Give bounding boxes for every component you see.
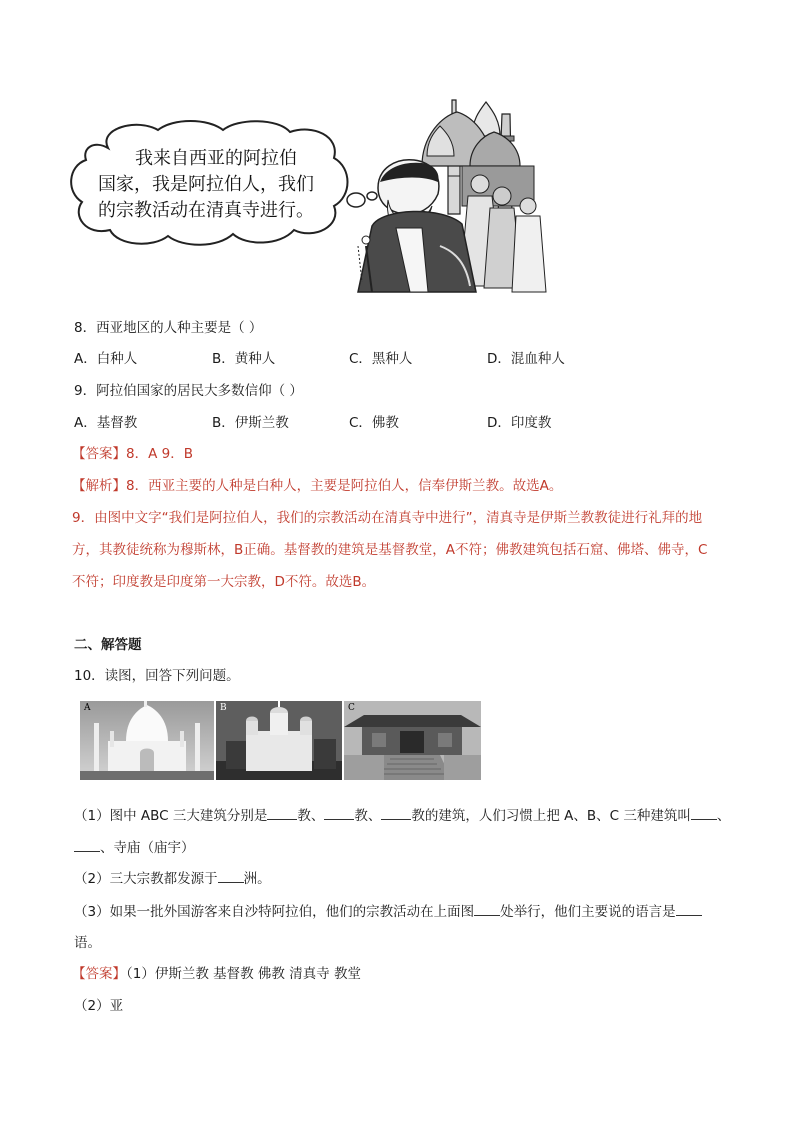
q8-option-c: C．黑种人 (349, 351, 413, 367)
q8-option-a: A．白种人 (74, 351, 138, 367)
q10-part-2: （2）三大宗教都发源于 洲。 (74, 871, 271, 887)
taj-mahal-image (80, 701, 214, 780)
analysis-line-1 (72, 474, 562, 494)
answer-blank[interactable] (324, 807, 354, 820)
analysis-line-3: 方，其教徒统称为穆斯林，B正确。基督教的建筑是基督教堂，A不符；佛教建筑包括石窟、佛塔、佛寺，C (72, 542, 708, 558)
q10-part-3-line-2: 语。 (74, 935, 101, 951)
answer-text: （1）伊斯兰教 基督教 佛教 清真寺 教堂 (126, 966, 362, 982)
answer-blank[interactable] (74, 839, 100, 852)
answer-blank[interactable] (676, 903, 702, 916)
arab-man-mosque-illustration (352, 96, 552, 296)
answer-blank[interactable] (691, 807, 717, 820)
analysis-tag: 【解析】 (72, 478, 126, 494)
q10-part-1-line-2: 、寺庙（庙宇） (74, 836, 195, 856)
photo-taj-mahal (80, 701, 214, 780)
question-9-stem: 9．阿拉伯国家的居民大多数信仰（ ） (74, 383, 303, 399)
answer-blank[interactable] (381, 807, 411, 820)
temple-image (344, 701, 481, 780)
speech-bubble-text (86, 146, 326, 224)
speech-line: 的宗教活动在清真寺进行。 (98, 200, 314, 221)
q8-option-d: D．混血种人 (487, 351, 565, 367)
analysis-line-2: 9．由图中文字“我们是阿拉伯人，我们的宗教活动在清真寺中进行”，清真寺是伊斯兰教教徒进行礼拜的地 (72, 510, 703, 526)
answer-blank[interactable] (218, 870, 244, 883)
q9-option-c: C．佛教 (349, 415, 399, 431)
photo-label: C (348, 703, 355, 713)
analysis-text: 8．西亚主要的人种是白种人，主要是阿拉伯人，信奉伊斯兰教。故选A。 (126, 478, 563, 494)
photo-label: A (84, 703, 91, 713)
photo-temple (344, 701, 481, 780)
answer-tag: 【答案】 (72, 966, 126, 982)
q8-option-b: B．黄种人 (212, 351, 276, 367)
answer-blank[interactable] (474, 903, 500, 916)
question-8-stem: 8．西亚地区的人种主要是（ ） (74, 320, 263, 336)
speech-line: 我来自西亚的阿拉伯 (135, 148, 297, 169)
answer-blank[interactable] (267, 807, 297, 820)
q9-option-a: A．基督教 (74, 415, 138, 431)
q10-part-3-line-1: （3）如果一批外国游客来自沙特阿拉伯，他们的宗教活动在上面图 处举行，他们主要说的语言是 (74, 900, 702, 920)
question-10-stem: 10．读图，回答下列问题。 (74, 668, 240, 684)
q9-option-b: B．伊斯兰教 (212, 415, 289, 431)
answer-text: 8．A 9．B (126, 446, 193, 462)
section-title: 二、解答题 (74, 637, 142, 653)
speech-line: 国家，我是阿拉伯人，我们 (98, 174, 314, 195)
q10-part-1-line-1: （1）图中 ABC 三大建筑分别是 教、 教、 教的建筑，人们习惯上把 A、B、C 三种建筑叫 、 (74, 808, 731, 824)
photo-cathedral (216, 701, 342, 780)
answer-10-line-1 (72, 962, 361, 982)
analysis-line-4: 不符；印度教是印度第一大宗教，D不符。故选B。 (72, 574, 376, 590)
q9-option-d: D．印度教 (487, 415, 552, 431)
cathedral-image (216, 701, 342, 780)
answer-tag: 【答案】 (72, 446, 126, 462)
answer-8-9 (72, 442, 193, 462)
photo-label: B (220, 703, 227, 713)
answer-10-line-2: （2）亚 (74, 998, 124, 1014)
